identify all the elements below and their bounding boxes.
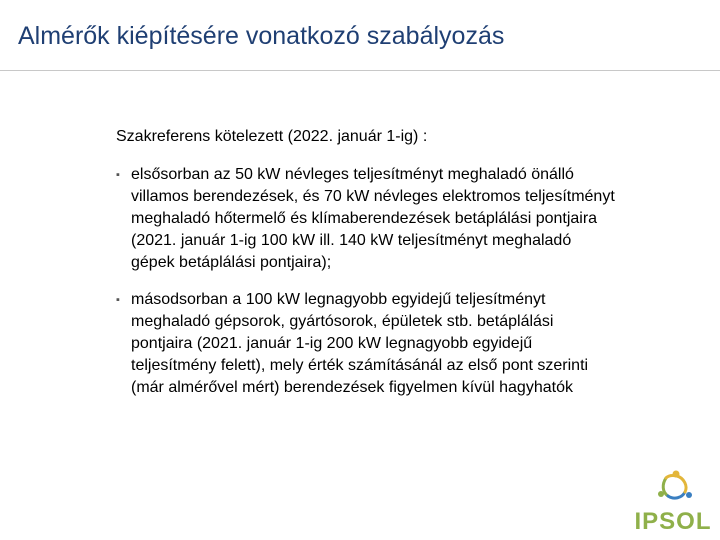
- square-bullet-icon: ▪: [116, 169, 120, 181]
- bullet-item: [116, 164, 616, 274]
- ipsol-logo: [632, 464, 714, 534]
- title-divider: [0, 70, 720, 71]
- intro-text: Szakreferens kötelezett (2022. január 1-ig) :: [116, 128, 428, 145]
- ipsol-emblem-icon: [632, 464, 714, 508]
- bullet-text: elsősorban az 50 kW névleges teljesítményt meghaladó önálló villamos berendezések, és 70 kW névleges elektromos teljesítményt meghaladó hőtermelő és klímaberendezések betáplálási pontjaira (2021. január 1-ig 100 kW ill. 140 kW teljesítményt meghaladó gépek betáplálási pontjaira);: [131, 166, 615, 271]
- square-bullet-icon: ▪: [116, 294, 120, 306]
- content-body: [116, 126, 616, 414]
- bullet-text: másodsorban a 100 kW legnagyobb egyidejű teljesítményt meghaladó gépsorok, gyártósorok, épületek stb. betáplálási pontjaira (2021. január 1-ig 200 kW legnagyobb egyidejű teljesítmény felett), mely érték számításánál az első pont szerinti (már almérővel mért) berendezések figyelmen kívül hagyhatók: [131, 291, 589, 396]
- bullet-item: [116, 289, 616, 399]
- logo-wordmark: IPSOL: [634, 508, 712, 535]
- bullet-list: [116, 164, 616, 399]
- slide-title: Almérők kiépítésére vonatkozó szabályozás: [18, 22, 505, 50]
